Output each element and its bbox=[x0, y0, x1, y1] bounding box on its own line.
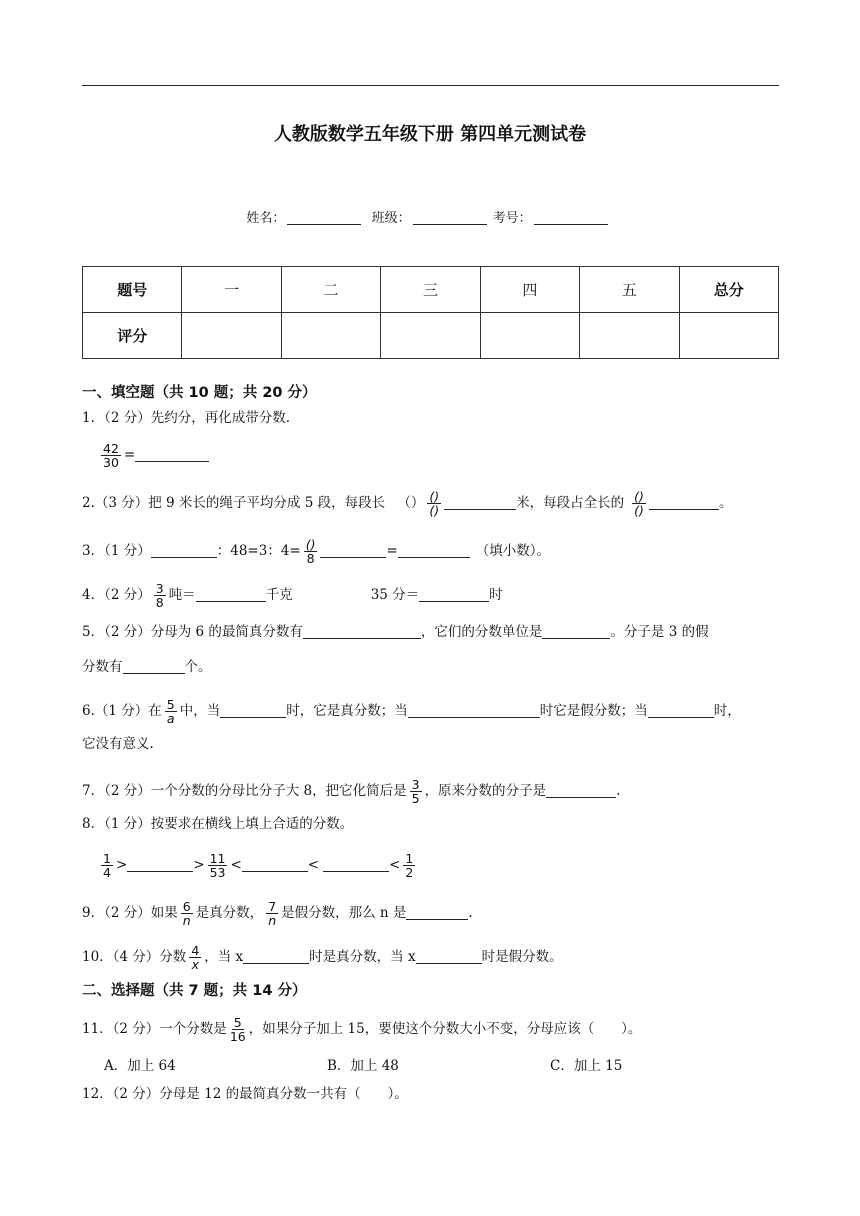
score-cell[interactable] bbox=[182, 313, 281, 359]
answer-blank[interactable] bbox=[243, 950, 309, 964]
score-cell[interactable] bbox=[679, 313, 778, 359]
score-cell[interactable] bbox=[281, 313, 380, 359]
question-5-line-2: 分数有 个。 bbox=[82, 659, 212, 675]
question-1-expression: $\frac{42}{30}$ = bbox=[98, 442, 209, 469]
fraction: $\frac{42}{30}$ bbox=[103, 441, 119, 471]
question-8-expression: $\frac{1}{4}$ > > $\frac{11}{53}$ < < < $\frac{1}{2}$ bbox=[103, 851, 414, 881]
question-8: 8．（1 分）按要求在横线上填上合适的分数。 bbox=[82, 816, 354, 832]
name-blank[interactable] bbox=[287, 210, 361, 225]
question-6: 6.（1 分）在 $\frac{5}{a}$ 中，当 时，它是真分数；当 时它是假分数；当 时， bbox=[82, 697, 741, 727]
fraction-placeholder: $\frac{()}{()}$ bbox=[634, 489, 644, 519]
answer-blank[interactable] bbox=[406, 906, 468, 920]
header-cell-3: 三 bbox=[381, 267, 480, 313]
fraction: $\frac{1}{2}$ bbox=[405, 851, 414, 881]
name-label: 姓名： bbox=[246, 211, 286, 226]
option-c[interactable]: C．加上 15 bbox=[550, 1058, 623, 1074]
score-cell[interactable] bbox=[381, 313, 480, 359]
student-info-line bbox=[0, 207, 860, 226]
header-cell-2: 二 bbox=[281, 267, 380, 313]
answer-blank[interactable] bbox=[135, 448, 209, 462]
exam-no-blank[interactable] bbox=[534, 210, 608, 225]
header-cell-question: 题号 bbox=[83, 267, 182, 313]
score-table bbox=[82, 266, 779, 359]
answer-blank[interactable] bbox=[127, 858, 193, 872]
question-7: 7．（2 分）一个分数的分母比分子大 8，把它化简后是 $\frac{3}{5}$ ，原来分数的分子是 . bbox=[82, 777, 621, 807]
answer-blank[interactable] bbox=[242, 858, 308, 872]
question-11: 11．（2 分）一个分数是 $\frac{5}{16}$ ，如果分子加上 15，要使这个分数大小不变，分母应该（ ）。 bbox=[82, 1015, 642, 1045]
header-cell-1: 一 bbox=[182, 267, 281, 313]
fraction: $\frac{4}{x}$ bbox=[191, 943, 200, 973]
answer-blank[interactable] bbox=[320, 544, 386, 558]
fraction: $\frac{3}{8}$ bbox=[155, 581, 164, 611]
fraction: $\frac{1}{4}$ bbox=[103, 851, 111, 881]
class-label: 班级： bbox=[371, 211, 411, 226]
score-row-label: 评分 bbox=[83, 313, 182, 359]
option-b[interactable]: B．加上 48 bbox=[327, 1058, 399, 1074]
fraction: $\frac{5}{16}$ bbox=[229, 1015, 246, 1045]
answer-blank[interactable] bbox=[123, 660, 185, 674]
answer-blank[interactable] bbox=[398, 544, 470, 558]
fraction: $\frac{5}{a}$ bbox=[166, 697, 175, 727]
question-2: 2.（3 分）把 9 米长的绳子平均分成 5 段，每段长 （） $\frac{()}{()}$ 米，每段占全长的 $\frac{()}{()}$ 。 bbox=[82, 489, 733, 519]
answer-blank[interactable] bbox=[649, 496, 719, 510]
question-10: 10．（4 分）分数 $\frac{4}{x}$ ，当 x 时是真分数，当 x 时是假分数。 bbox=[82, 943, 563, 973]
answer-blank[interactable] bbox=[323, 858, 389, 872]
question-3: 3．（1 分） ：48=3：4= $\frac{()}{8}$ = （填小数）。 bbox=[82, 537, 551, 567]
question-6-line-2: 它没有意义. bbox=[82, 736, 154, 752]
header-rule bbox=[82, 85, 779, 86]
header-cell-4: 四 bbox=[480, 267, 579, 313]
option-a[interactable]: A．加上 64 bbox=[104, 1058, 176, 1074]
answer-blank[interactable] bbox=[408, 704, 540, 718]
fraction-placeholder: $\frac{()}{()}$ bbox=[429, 489, 440, 519]
question-9: 9．（2 分）如果 $\frac{6}{n}$ 是真分数， $\frac{7}{n}$ 是假分数，那么 n 是 . bbox=[82, 899, 473, 929]
answer-blank[interactable] bbox=[303, 625, 421, 639]
score-table-header-row bbox=[83, 267, 779, 313]
fraction: $\frac{6}{n}$ bbox=[182, 899, 191, 929]
question-12: 12．（2 分）分母是 12 的最简真分数一共有（ ）。 bbox=[82, 1086, 408, 1102]
answer-blank[interactable] bbox=[444, 496, 516, 510]
fraction-placeholder: $\frac{()}{8}$ bbox=[305, 537, 316, 567]
fraction: $\frac{7}{n}$ bbox=[268, 899, 277, 929]
answer-blank[interactable] bbox=[648, 704, 714, 718]
class-blank[interactable] bbox=[413, 210, 487, 225]
page-title: 人教版数学五年级下册 第四单元测试卷 bbox=[273, 124, 587, 145]
answer-blank[interactable] bbox=[419, 588, 489, 602]
answer-blank[interactable] bbox=[220, 704, 286, 718]
header-cell-total: 总分 bbox=[679, 267, 778, 313]
exam-no-label: 考号： bbox=[492, 211, 532, 226]
score-cell[interactable] bbox=[580, 313, 679, 359]
section-heading-choice: 二、选择题（共 7 题；共 14 分） bbox=[82, 983, 307, 999]
section-heading-fill: 一、填空题（共 10 题；共 20 分） bbox=[82, 385, 317, 401]
answer-blank[interactable] bbox=[151, 544, 217, 558]
header-cell-5: 五 bbox=[580, 267, 679, 313]
fraction: $\frac{3}{5}$ bbox=[411, 777, 420, 807]
score-cell[interactable] bbox=[480, 313, 579, 359]
score-table-score-row bbox=[83, 313, 779, 359]
question-4: 4．（2 分） $\frac{3}{8}$ 吨＝ 千克 35 分＝ 时 bbox=[82, 581, 503, 611]
fraction: $\frac{11}{53}$ bbox=[209, 851, 226, 881]
answer-blank[interactable] bbox=[416, 950, 482, 964]
answer-blank[interactable] bbox=[196, 588, 266, 602]
answer-blank[interactable] bbox=[546, 784, 616, 798]
question-5: 5．（2 分）分母为 6 的最简真分数有 ，它们的分数单位是 。分子是 3 的假 bbox=[82, 624, 709, 640]
question-1: 1．（2 分）先约分，再化成带分数. bbox=[82, 410, 291, 426]
answer-blank[interactable] bbox=[542, 625, 610, 639]
